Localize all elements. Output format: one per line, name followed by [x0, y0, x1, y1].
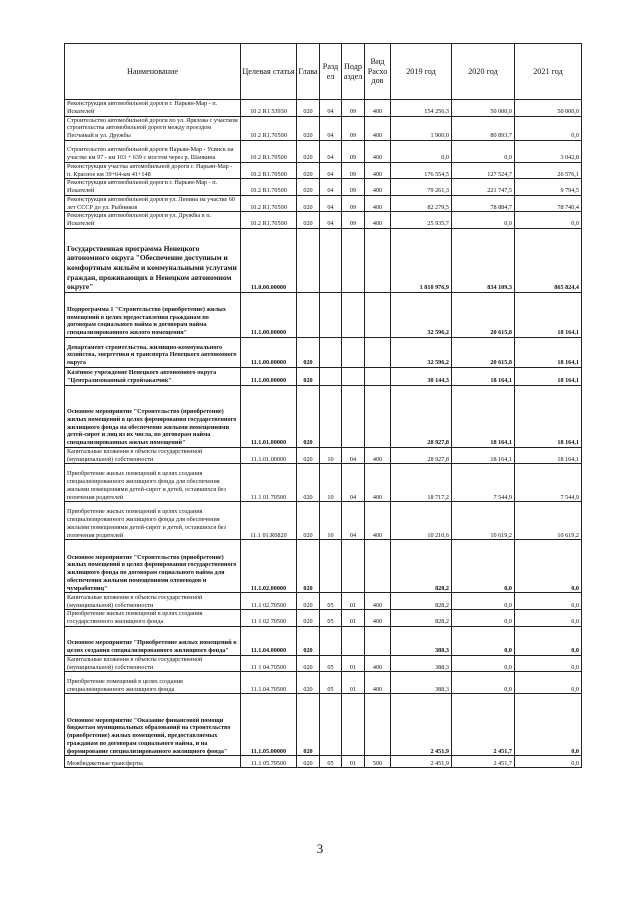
cell-chapter: 020	[297, 672, 320, 694]
cell-subsection: 04	[342, 447, 365, 464]
cell-chapter: 020	[297, 212, 320, 229]
cell-name: Приобретение жилых помещений в целях создания специализированного жилищного фонда для обеспечения жилыми помещениями детей-сирот и детей, оставшихся без попечения родителей	[65, 502, 241, 540]
cell-name: Основное мероприятие "Оказание финансовой помощи бюджетам муниципальных образований на строительство (приобретение) жилых помещений, предоставляемых гражданам по договорам социального найма, и на формирование специализированного жилищного фонда"	[65, 694, 241, 756]
cell-type	[365, 228, 391, 292]
cell-2021: 0,0	[515, 610, 582, 627]
cell-subsection	[342, 385, 365, 447]
cell-type	[365, 385, 391, 447]
cell-name: Основное мероприятие "Строительство (приобретение) жилых помещений в целях формирования государственного жилищного фонда на обеспечение жилыми помещениями детей-сирот и лиц из их числа, по договорам найма специализированных жилых помещений"	[65, 385, 241, 447]
cell-subsection	[342, 292, 365, 337]
cell-target: 11.1.02.00000	[241, 540, 297, 593]
cell-2021: 865 824,4	[515, 228, 582, 292]
cell-type	[365, 626, 391, 655]
cell-target: 11 1 04.70500	[241, 655, 297, 672]
cell-name: Капитальные вложения в объекты государственной (муниципальной) собственности	[65, 655, 241, 672]
cell-section	[320, 385, 342, 447]
budget-table	[64, 43, 582, 768]
col-header-type: Вид Расхо дов	[365, 44, 391, 100]
cell-2021: 18 164,1	[515, 385, 582, 447]
cell-chapter: 020	[297, 100, 320, 117]
table-row	[65, 464, 582, 502]
cell-subsection: 09	[342, 100, 365, 117]
cell-subsection: 04	[342, 502, 365, 540]
cell-subsection	[342, 540, 365, 593]
cell-type: 400	[365, 593, 391, 610]
cell-chapter	[297, 292, 320, 337]
cell-chapter: 020	[297, 610, 320, 627]
cell-section	[320, 367, 342, 385]
cell-type: 400	[365, 140, 391, 162]
cell-name: Межбюджетные трансферты	[65, 756, 241, 768]
cell-2020: 2 451,7	[452, 694, 515, 756]
cell-subsection: 04	[342, 464, 365, 502]
cell-2021: 26 576,1	[515, 162, 582, 179]
cell-name: Основное мероприятие "Приобретение жилых помещений в целях создания специализированного жилищного фонда"	[65, 626, 241, 655]
cell-section	[320, 540, 342, 593]
cell-2020: 18 164,1	[452, 385, 515, 447]
cell-type: 400	[365, 672, 391, 694]
cell-target: 11.1 01 70500	[241, 464, 297, 502]
cell-target: 11.1.01.00000	[241, 447, 297, 464]
cell-target: 10.2 R1.70500	[241, 179, 297, 196]
cell-subsection: 01	[342, 610, 365, 627]
cell-chapter: 020	[297, 337, 320, 367]
cell-name: Основное мероприятие "Строительство (приобретение) жилых помещений в целях формирования государственного жилищного фонда по договорам социального найма для обеспечения жилыми помещениями оленеводов и чумработниц"	[65, 540, 241, 593]
cell-2021: 0,0	[515, 672, 582, 694]
cell-target: 11.1.04.70500	[241, 672, 297, 694]
cell-subsection: 09	[342, 140, 365, 162]
cell-2019: 828,2	[391, 593, 452, 610]
cell-section: 10	[320, 447, 342, 464]
cell-2019: 0,0	[391, 140, 452, 162]
cell-section: 10	[320, 464, 342, 502]
cell-2020: 80 893,7	[452, 116, 515, 140]
cell-subsection: 09	[342, 116, 365, 140]
cell-2019: 25 935,7	[391, 212, 452, 229]
table-row	[65, 610, 582, 627]
table-row	[65, 626, 582, 655]
cell-2021: 0,0	[515, 626, 582, 655]
cell-target: 11.0.00.00000	[241, 228, 297, 292]
cell-chapter: 020	[297, 626, 320, 655]
cell-name: Казённое учреждение Ненецкого автономного округа "Централизованный стройзаказчик"	[65, 367, 241, 385]
cell-section: 05	[320, 593, 342, 610]
cell-section: 05	[320, 672, 342, 694]
cell-2020: 221 747,5	[452, 179, 515, 196]
cell-name: Подпрограмма 1 "Строительство (приобретение) жилых помещений в целях предоставления гражданам по договорам социального найма и договорам найма специализированного жилого помещения"	[65, 292, 241, 337]
cell-2020: 0,0	[452, 655, 515, 672]
cell-subsection: 01	[342, 593, 365, 610]
cell-2021: 18 164,1	[515, 367, 582, 385]
cell-name: Приобретение жилых помещений в целях создания специализированного жилищного фонда для обеспечения жилыми помещениями детей-сирот и детей, оставшихся без попечения родителей	[65, 464, 241, 502]
page-number: 3	[316, 841, 324, 856]
cell-2021: 18 164,1	[515, 292, 582, 337]
cell-chapter: 020	[297, 540, 320, 593]
cell-name: Капитальные вложения в объекты государственной (муниципальной) собственности	[65, 447, 241, 464]
cell-section: 04	[320, 162, 342, 179]
table-row	[65, 116, 582, 140]
cell-2019: 388,3	[391, 672, 452, 694]
cell-type: 400	[365, 116, 391, 140]
cell-type: 400	[365, 447, 391, 464]
cell-chapter	[297, 228, 320, 292]
table-row	[65, 292, 582, 337]
cell-target: 10.2 R1.70500	[241, 212, 297, 229]
cell-subsection: 01	[342, 756, 365, 768]
cell-subsection	[342, 337, 365, 367]
cell-chapter: 020	[297, 756, 320, 768]
cell-section	[320, 228, 342, 292]
cell-type	[365, 367, 391, 385]
table-header-row	[65, 44, 582, 100]
cell-2021: 0,0	[515, 116, 582, 140]
cell-name: Строительство автомобильной дороги по ул. Ярвлова с участком строительства автомобильной дороги между проездом Песчаный и ул. Дружбы	[65, 116, 241, 140]
cell-2019: 2 451,9	[391, 756, 452, 768]
cell-2020: 0,0	[452, 540, 515, 593]
col-header-2021: 2021 год	[515, 44, 582, 100]
cell-chapter: 020	[297, 195, 320, 212]
cell-2020: 0,0	[452, 593, 515, 610]
table-row	[65, 655, 582, 672]
table-row	[65, 385, 582, 447]
cell-2019: 176 554,5	[391, 162, 452, 179]
cell-type: 400	[365, 195, 391, 212]
cell-section: 05	[320, 756, 342, 768]
table-row	[65, 367, 582, 385]
cell-chapter: 020	[297, 116, 320, 140]
cell-2021: 10 619,2	[515, 502, 582, 540]
document-page	[64, 43, 581, 768]
cell-2019: 828,2	[391, 540, 452, 593]
cell-type	[365, 337, 391, 367]
cell-target: 11.1.05.00000	[241, 694, 297, 756]
cell-2021: 78 740,4	[515, 195, 582, 212]
cell-2019: 154 256,3	[391, 100, 452, 117]
cell-section: 04	[320, 100, 342, 117]
cell-2021: 0,0	[515, 655, 582, 672]
cell-2021: 0,0	[515, 593, 582, 610]
cell-section: 04	[320, 179, 342, 196]
cell-subsection	[342, 367, 365, 385]
cell-name: Строительство автомобильной дороги Нарьян-Мар - Усинск на участке км 97 - км 103 + 639 с мостом через р. Шапкина	[65, 140, 241, 162]
cell-type: 400	[365, 502, 391, 540]
cell-2019: 18 717,2	[391, 464, 452, 502]
cell-2020: 20 615,8	[452, 292, 515, 337]
cell-name: Приобретение помещений в целях создания специализированного жилищного фонда	[65, 672, 241, 694]
cell-2021: 18 164,1	[515, 447, 582, 464]
cell-target: 11.1.00.00000	[241, 367, 297, 385]
cell-2020: 0,0	[452, 672, 515, 694]
cell-2020: 10 619,2	[452, 502, 515, 540]
col-header-chapter: Глава	[297, 44, 320, 100]
cell-subsection: 01	[342, 672, 365, 694]
cell-name: Приобретение жилых помещений в целях создания государственного жилищного фонда	[65, 610, 241, 627]
cell-target: 10.2 R1.70500	[241, 195, 297, 212]
cell-chapter: 020	[297, 593, 320, 610]
cell-subsection: 09	[342, 195, 365, 212]
table-row	[65, 228, 582, 292]
cell-target: 11.1 02.70500	[241, 593, 297, 610]
table-body	[65, 100, 582, 768]
cell-2021: 7 544,9	[515, 464, 582, 502]
cell-chapter: 020	[297, 162, 320, 179]
cell-chapter: 020	[297, 367, 320, 385]
table-row	[65, 694, 582, 756]
cell-target: 11.1.04.00000	[241, 626, 297, 655]
col-header-target: Целевая статья	[241, 44, 297, 100]
cell-chapter: 020	[297, 694, 320, 756]
cell-section: 05	[320, 610, 342, 627]
cell-section	[320, 337, 342, 367]
table-row	[65, 179, 582, 196]
cell-type: 400	[365, 655, 391, 672]
cell-name: Департамент строительства, жилищно-коммунального хозяйства, энергетики и транспорта Ненецкого автономного округа	[65, 337, 241, 367]
cell-type: 400	[365, 162, 391, 179]
table-row	[65, 195, 582, 212]
cell-type: 400	[365, 100, 391, 117]
table-row	[65, 540, 582, 593]
cell-section	[320, 694, 342, 756]
cell-name: Реконструкция автомобильной дороги г. Нарьян-Мар - п. Искателей	[65, 100, 241, 117]
cell-chapter: 020	[297, 447, 320, 464]
cell-name: Реконструкция автомобильной дороги ул. Ленина на участке 60 лет СССР до ул. Рыбников	[65, 195, 241, 212]
cell-2019: 1 810 976,9	[391, 228, 452, 292]
cell-target: 11.1 01.R0820	[241, 502, 297, 540]
cell-2021: 0,0	[515, 756, 582, 768]
table-row	[65, 140, 582, 162]
cell-2019: 82 279,5	[391, 195, 452, 212]
cell-target: 11.1.00.00000	[241, 292, 297, 337]
cell-2019: 10 210,6	[391, 502, 452, 540]
cell-subsection	[342, 694, 365, 756]
cell-type: 400	[365, 179, 391, 196]
table-row	[65, 502, 582, 540]
cell-name: Государственная программа Ненецкого автономного округа "Обеспечение доступным и комфортным жильём и коммунальными услугами граждан, проживающих в Ненецком автономном округе"	[65, 228, 241, 292]
cell-subsection	[342, 626, 365, 655]
col-header-2019: 2019 год	[391, 44, 452, 100]
cell-2021: 50 000,0	[515, 100, 582, 117]
cell-2020: 50 000,0	[452, 100, 515, 117]
cell-2020: 0,0	[452, 140, 515, 162]
cell-2021: 0,0	[515, 212, 582, 229]
cell-chapter: 020	[297, 464, 320, 502]
col-header-name: Наименование	[65, 44, 241, 100]
cell-2019: 30 144,3	[391, 367, 452, 385]
cell-2019: 828,2	[391, 610, 452, 627]
cell-subsection: 09	[342, 179, 365, 196]
cell-2021: 0,0	[515, 540, 582, 593]
cell-2021: 3 042,8	[515, 140, 582, 162]
cell-2020: 7 544,9	[452, 464, 515, 502]
cell-type	[365, 540, 391, 593]
cell-target: 11.1.00.00000	[241, 337, 297, 367]
cell-2019: 1 900,0	[391, 116, 452, 140]
table-row	[65, 447, 582, 464]
cell-section: 04	[320, 195, 342, 212]
cell-subsection: 09	[342, 162, 365, 179]
cell-2019: 28 927,8	[391, 385, 452, 447]
cell-name: Реконструкция автомобильной дороги г. Нарьян-Мар - п. Искателей	[65, 179, 241, 196]
cell-type	[365, 292, 391, 337]
cell-2019: 79 261,3	[391, 179, 452, 196]
cell-chapter: 020	[297, 179, 320, 196]
cell-2020: 0,0	[452, 212, 515, 229]
cell-target: 10 2 R1.70500	[241, 116, 297, 140]
cell-2020: 127 524,7	[452, 162, 515, 179]
cell-2019: 388,3	[391, 626, 452, 655]
cell-target: 10 2 R1 53930	[241, 100, 297, 117]
cell-2021: 18 164,1	[515, 337, 582, 367]
cell-chapter: 020	[297, 655, 320, 672]
cell-name: Реконструкция участка автомобильной дороги г. Нарьян-Мар - п. Красное км 39+64-км 41+148	[65, 162, 241, 179]
cell-2019: 32 596,2	[391, 292, 452, 337]
cell-target: 11.1.01.00000	[241, 385, 297, 447]
cell-chapter: 020	[297, 502, 320, 540]
table-row	[65, 162, 582, 179]
cell-section: 04	[320, 140, 342, 162]
cell-target: 11 1 02 70500	[241, 610, 297, 627]
col-header-subsection: Подр аздел	[342, 44, 365, 100]
cell-type: 400	[365, 464, 391, 502]
cell-2020: 20 615,8	[452, 337, 515, 367]
cell-2020: 78 884,7	[452, 195, 515, 212]
col-header-section: Разд ел	[320, 44, 342, 100]
cell-2020: 18 164,1	[452, 367, 515, 385]
cell-chapter: 020	[297, 140, 320, 162]
table-row	[65, 593, 582, 610]
cell-2019: 28 927,8	[391, 447, 452, 464]
cell-name: Капитальные вложения в объекты государственной (муниципальной) собственности	[65, 593, 241, 610]
cell-target: 11.1 05.79500	[241, 756, 297, 768]
table-row	[65, 100, 582, 117]
table-row	[65, 337, 582, 367]
cell-type: 500	[365, 756, 391, 768]
cell-section: 10	[320, 502, 342, 540]
cell-subsection: 01	[342, 655, 365, 672]
cell-2021: 0,0	[515, 694, 582, 756]
cell-chapter: 020	[297, 385, 320, 447]
cell-subsection: 09	[342, 212, 365, 229]
cell-2021: 9 794,5	[515, 179, 582, 196]
cell-name: Реконструкция автомобильной дороги ул. Дружбы в п. Искателей	[65, 212, 241, 229]
cell-type: 400	[365, 610, 391, 627]
cell-section	[320, 626, 342, 655]
cell-2020: 0,0	[452, 626, 515, 655]
cell-2020: 18 164,1	[452, 447, 515, 464]
cell-2019: 388,3	[391, 655, 452, 672]
cell-2019: 2 451,9	[391, 694, 452, 756]
cell-section: 04	[320, 116, 342, 140]
cell-type: 400	[365, 212, 391, 229]
col-header-2020: 2020 год	[452, 44, 515, 100]
cell-target: 10.2 R1.70500	[241, 162, 297, 179]
cell-subsection	[342, 228, 365, 292]
table-row	[65, 756, 582, 768]
cell-2020: 0,0	[452, 610, 515, 627]
cell-section	[320, 292, 342, 337]
cell-section: 04	[320, 212, 342, 229]
cell-type	[365, 694, 391, 756]
table-row	[65, 672, 582, 694]
cell-2020: 2 451,7	[452, 756, 515, 768]
table-row	[65, 212, 582, 229]
cell-section: 05	[320, 655, 342, 672]
cell-target: 10 2 R1.70500	[241, 140, 297, 162]
cell-2020: 834 109,3	[452, 228, 515, 292]
cell-2019: 32 596,2	[391, 337, 452, 367]
